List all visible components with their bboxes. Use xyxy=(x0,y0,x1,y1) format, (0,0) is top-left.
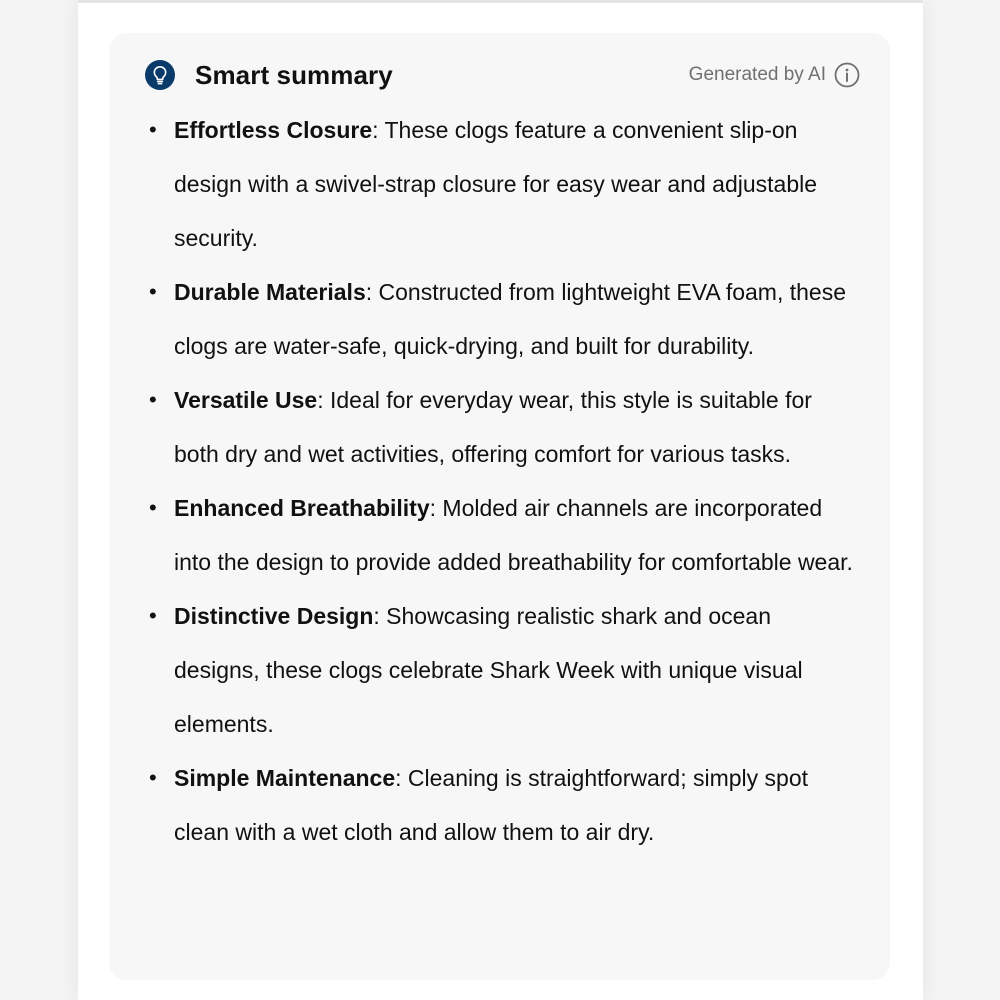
summary-bullet-item xyxy=(149,481,859,589)
bullet-title: Versatile Use xyxy=(174,387,318,413)
smart-summary-card xyxy=(109,33,890,980)
bullet-text: : Constructed from lightweight EVA foam, these clogs are water-safe, quick-drying, and built for durability. xyxy=(174,279,846,359)
summary-header xyxy=(145,58,860,92)
bullet-dot: • xyxy=(149,765,157,790)
top-divider xyxy=(78,0,923,3)
summary-bullet-item xyxy=(149,373,859,481)
lightbulb-icon xyxy=(145,60,175,90)
page-sheet xyxy=(78,0,923,1000)
bullet-text: : These clogs feature a convenient slip-on design with a swivel-strap closure for easy wear and adjustable security. xyxy=(174,117,818,251)
bullet-text: : Showcasing realistic shark and ocean designs, these clogs celebrate Shark Week with unique visual elements. xyxy=(174,603,803,737)
bullet-title: Simple Maintenance xyxy=(174,765,396,791)
summary-bullet-item xyxy=(149,103,859,265)
summary-bullet-list xyxy=(149,103,859,859)
ai-disclosure xyxy=(689,62,860,88)
summary-heading-group xyxy=(145,60,393,91)
summary-title: Smart summary xyxy=(195,59,393,90)
bullet-dot: • xyxy=(149,117,157,142)
bullet-title: Durable Materials xyxy=(174,279,366,305)
summary-bullet-item xyxy=(149,751,859,859)
bullet-dot: • xyxy=(149,495,157,520)
bullet-dot: • xyxy=(149,387,157,412)
bullet-dot: • xyxy=(149,279,157,304)
summary-bullet-item xyxy=(149,265,859,373)
info-icon[interactable] xyxy=(834,62,860,88)
bullet-text: : Ideal for everyday wear, this style is suitable for both dry and wet activities, offering comfort for various tasks. xyxy=(174,387,812,467)
bullet-text: : Cleaning is straightforward; simply spot clean with a wet cloth and allow them to air dry. xyxy=(174,765,809,845)
bullet-title: Enhanced Breathability xyxy=(174,495,430,521)
bullet-text: : Molded air channels are incorporated into the design to provide added breathability for comfortable wear. xyxy=(174,495,853,575)
bullet-title: Effortless Closure xyxy=(174,117,373,143)
bullet-title: Distinctive Design xyxy=(174,603,374,629)
generated-by-ai-label: Generated by AI xyxy=(688,64,826,85)
summary-bullet-item xyxy=(149,589,859,751)
bullet-dot: • xyxy=(149,603,157,628)
